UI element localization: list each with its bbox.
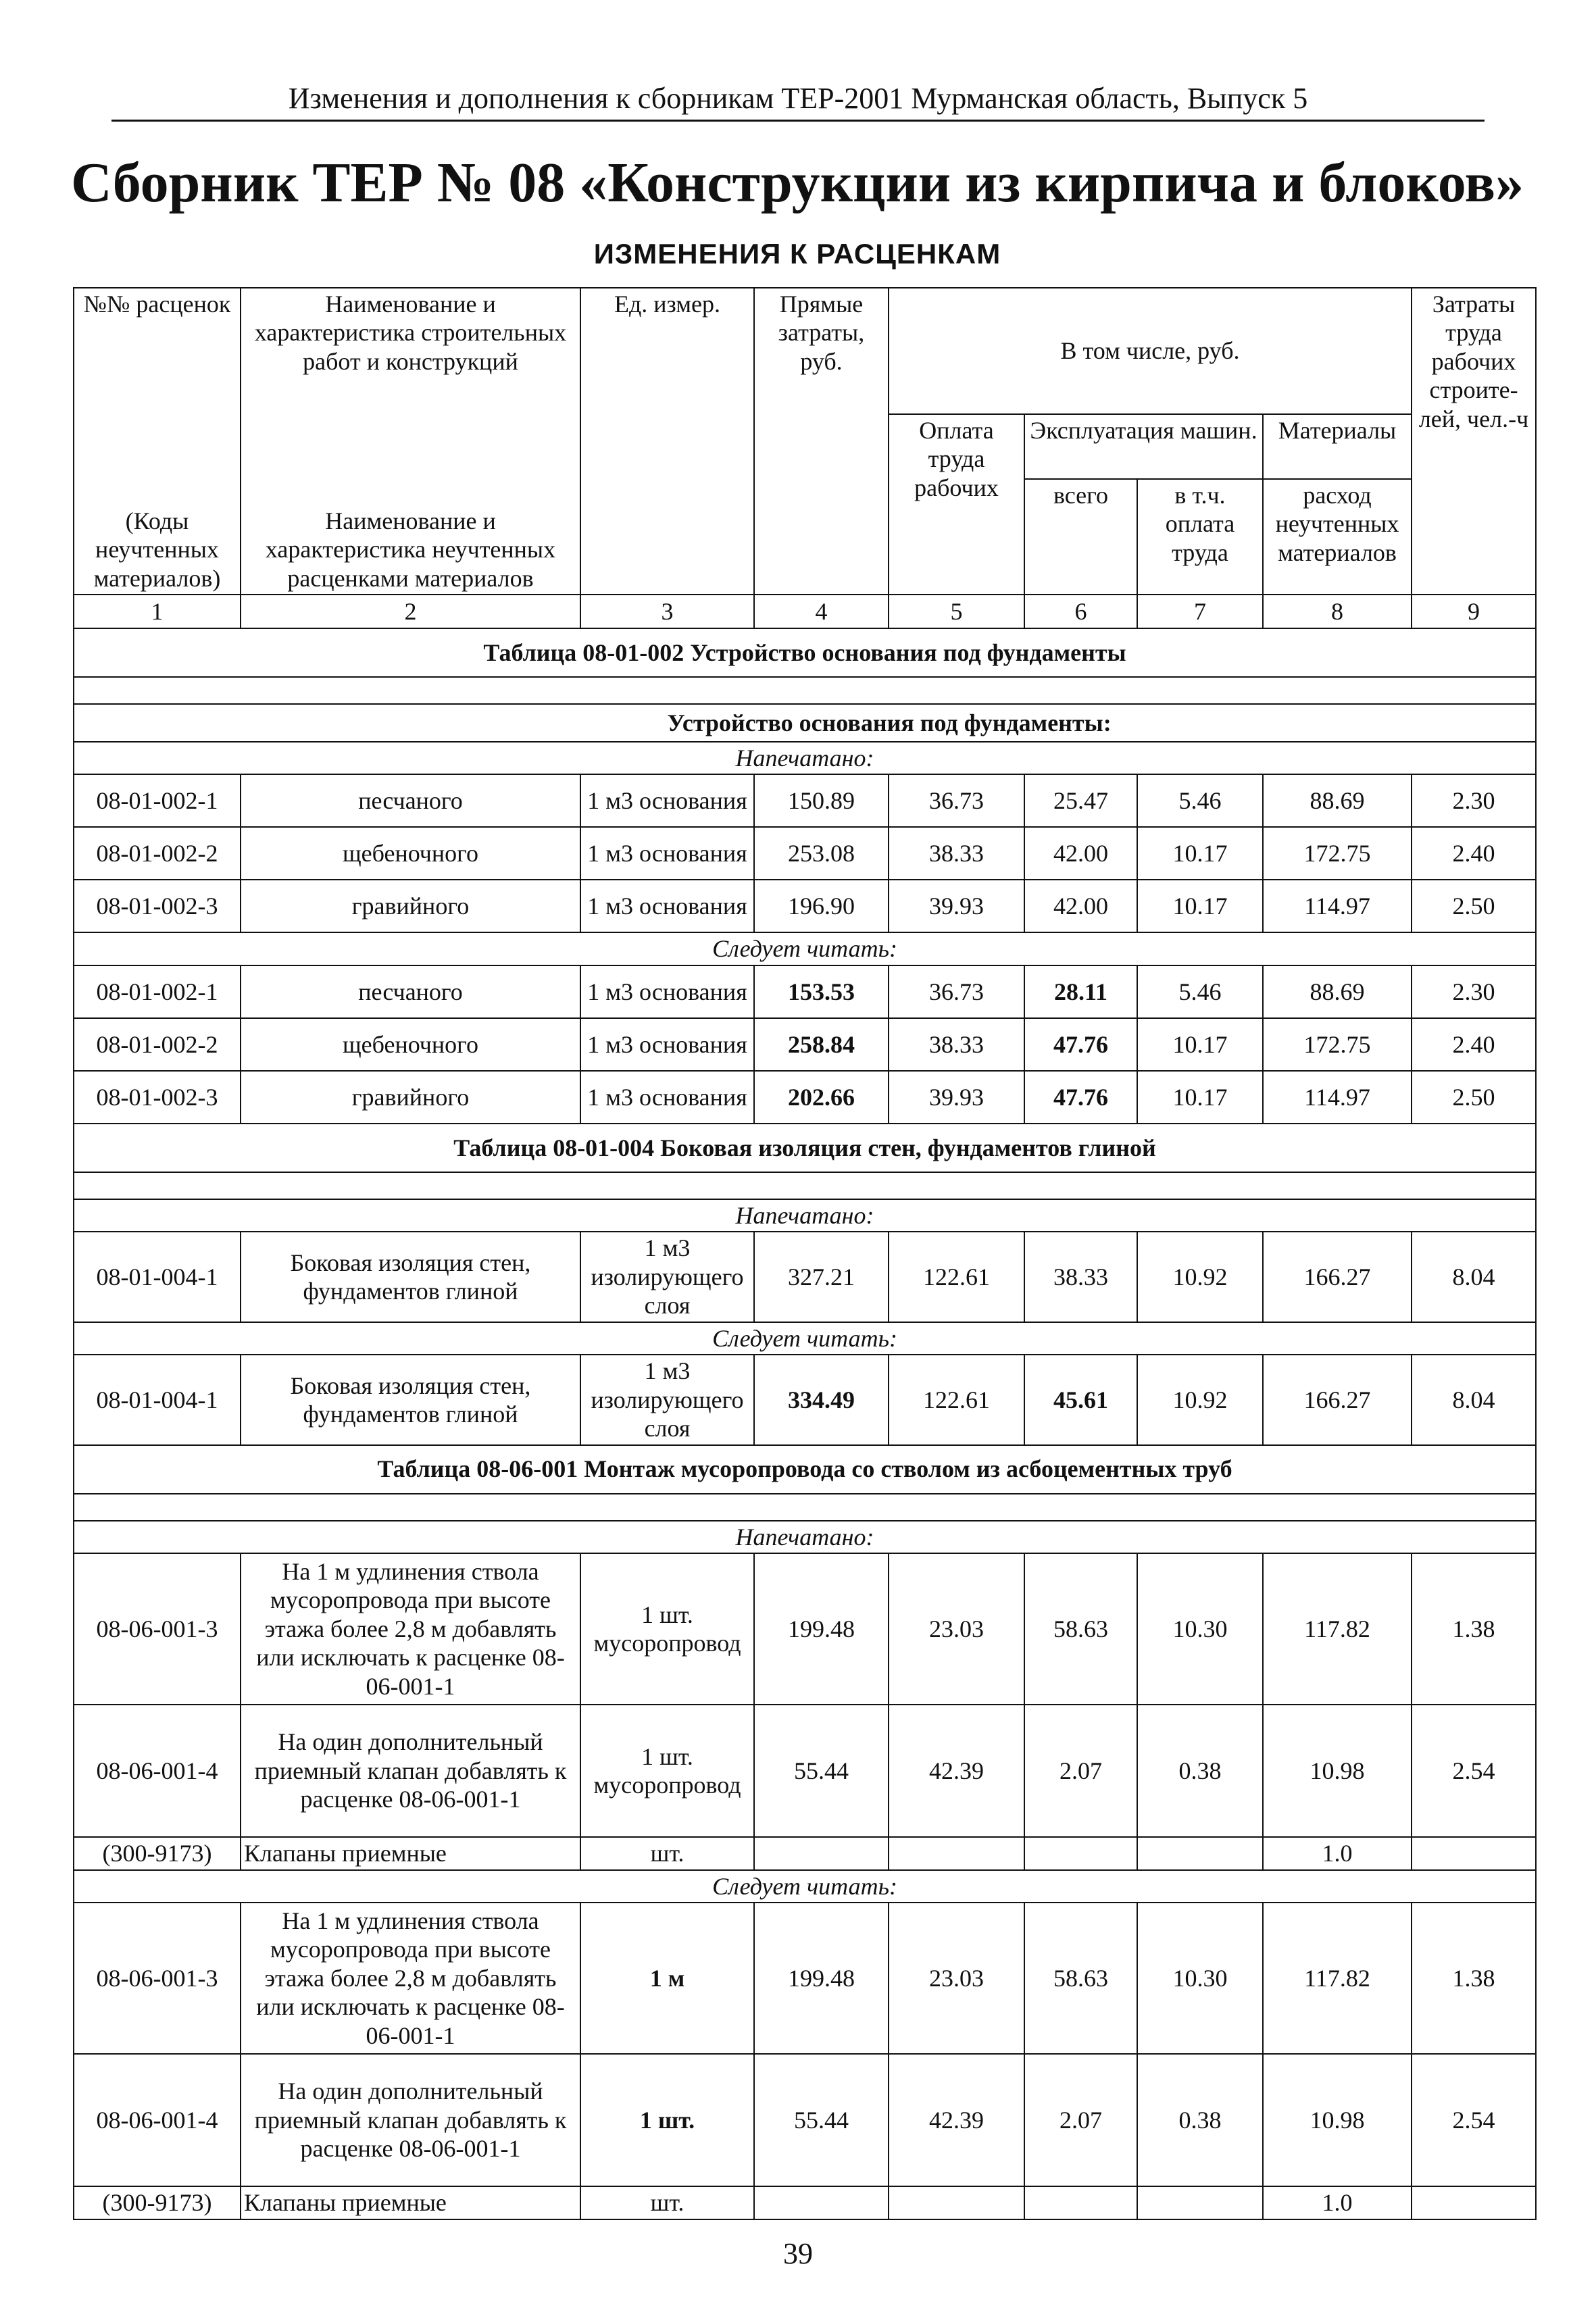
table-heading-08-01-004: Таблица 08-01-004 Боковая изоляция стен, фундаментов глиной xyxy=(74,1124,1536,1172)
work-name: гравийного xyxy=(241,1071,580,1124)
labor-hours: 2.40 xyxy=(1412,827,1536,880)
work-name: песчаного xyxy=(241,965,580,1018)
machines-total: 25.47 xyxy=(1024,774,1137,827)
should-read-label: Следует читать: xyxy=(74,1322,1536,1355)
material-quantity: 1.0 xyxy=(1263,2186,1412,2219)
table-heading-08-01-002: Таблица 08-01-002 Устройство основания под фундаменты xyxy=(74,628,1536,677)
unit: 1 м xyxy=(580,1903,754,2054)
table-heading-08-06-001: Таблица 08-06-001 Монтаж мусоропровода со стволом из асбоцементных труб xyxy=(74,1445,1536,1494)
unit: 1 м3 основания xyxy=(580,1071,754,1124)
labor-hours: 2.54 xyxy=(1412,2054,1536,2186)
work-name: Боковая изоляция стен, фундаментов глиной xyxy=(241,1355,580,1444)
labor-pay: 38.33 xyxy=(889,827,1024,880)
labor-hours: 1.38 xyxy=(1412,1903,1536,2054)
machines-labor: 10.17 xyxy=(1137,1071,1263,1124)
material-code: (300-9173) xyxy=(74,1837,241,1869)
work-name: щебеночного xyxy=(241,827,580,880)
work-name: На один дополнительный приемный клапан добавлять к расценке 08-06-001-1 xyxy=(241,1705,580,1837)
direct-cost: 153.53 xyxy=(754,965,889,1018)
material-quantity: 1.0 xyxy=(1263,1837,1412,1869)
unit: 1 шт. мусоропровод xyxy=(580,1705,754,1837)
rate-code: 08-01-004-1 xyxy=(74,1232,241,1322)
labor-pay: 23.03 xyxy=(889,1553,1024,1705)
col-unit-header: Ед. измер. xyxy=(580,288,754,595)
material-unit: шт. xyxy=(580,2186,754,2219)
printed-label: Напечатано: xyxy=(74,742,1536,774)
labor-hours: 2.30 xyxy=(1412,965,1536,1018)
column-number: 2 xyxy=(241,595,580,628)
table-heading-row xyxy=(74,628,1536,677)
col-materials-use-header: расход неучтенных материалов xyxy=(1263,479,1412,595)
rate-code: 08-06-001-3 xyxy=(74,1903,241,2054)
materials-cost: 172.75 xyxy=(1263,1018,1412,1071)
rate-code: 08-01-002-1 xyxy=(74,774,241,827)
direct-cost: 55.44 xyxy=(754,1705,889,1837)
material-unit: шт. xyxy=(580,1837,754,1869)
table-heading-row xyxy=(74,1445,1536,1494)
printed-label-row xyxy=(74,1199,1536,1232)
rate-code: 08-01-002-2 xyxy=(74,827,241,880)
work-name: На 1 м удлинения ствола мусоропровода при высоте этажа более 2,8 м добавлять или исключать к расценке 08-06-001-1 xyxy=(241,1553,580,1705)
machines-labor: 5.46 xyxy=(1137,774,1263,827)
machines-labor: 10.30 xyxy=(1137,1903,1263,2054)
printed-label: Напечатано: xyxy=(74,1199,1536,1232)
column-number: 1 xyxy=(74,595,241,628)
machines-total: 47.76 xyxy=(1024,1071,1137,1124)
column-number: 4 xyxy=(754,595,889,628)
column-number: 9 xyxy=(1412,595,1536,628)
col-labor-hours-header: Затраты труда рабочих строите-лей, чел.-ч xyxy=(1412,288,1536,595)
table-row xyxy=(74,827,1536,880)
labor-pay: 39.93 xyxy=(889,1071,1024,1124)
labor-hours: 2.30 xyxy=(1412,774,1536,827)
printed-label: Напечатано: xyxy=(74,1521,1536,1553)
col-group-header: В том числе, руб. xyxy=(889,288,1412,414)
col-machines-header: Эксплуатация машин. xyxy=(1024,414,1263,479)
rate-code: 08-01-004-1 xyxy=(74,1355,241,1444)
machines-total: 42.00 xyxy=(1024,880,1137,932)
material-name: Клапаны приемные xyxy=(241,1837,580,1869)
blank-row xyxy=(74,1494,1536,1521)
material-code: (300-9173) xyxy=(74,2186,241,2219)
labor-pay: 36.73 xyxy=(889,965,1024,1018)
direct-cost: 258.84 xyxy=(754,1018,889,1071)
direct-cost: 334.49 xyxy=(754,1355,889,1444)
rates-table xyxy=(73,287,1537,2220)
unit: 1 м3 основания xyxy=(580,1018,754,1071)
machines-total: 2.07 xyxy=(1024,2054,1137,2186)
direct-cost: 253.08 xyxy=(754,827,889,880)
blank-row xyxy=(74,677,1536,704)
machines-total: 38.33 xyxy=(1024,1232,1137,1322)
page-number: 39 xyxy=(783,2237,813,2270)
work-name: На один дополнительный приемный клапан добавлять к расценке 08-06-001-1 xyxy=(241,2054,580,2186)
unit: 1 м3 изолирующего слоя xyxy=(580,1232,754,1322)
labor-pay: 42.39 xyxy=(889,1705,1024,1837)
rate-code: 08-06-001-4 xyxy=(74,2054,241,2186)
col-rate-number-header: №№ расценок xyxy=(74,288,241,414)
column-number: 7 xyxy=(1137,595,1263,628)
materials-cost: 114.97 xyxy=(1263,1071,1412,1124)
col-materials-header: Материалы xyxy=(1263,414,1412,479)
machines-total: 58.63 xyxy=(1024,1553,1137,1705)
col-labor-pay-header: Оплата труда рабочих xyxy=(889,414,1024,595)
work-name: щебеночного xyxy=(241,1018,580,1071)
work-name: На 1 м удлинения ствола мусоропровода при высоте этажа более 2,8 м добавлять или исключать к расценке 08-06-001-1 xyxy=(241,1903,580,2054)
labor-hours: 2.50 xyxy=(1412,1071,1536,1124)
labor-pay: 39.93 xyxy=(889,880,1024,932)
column-numbers-row xyxy=(74,595,1536,628)
material-name: Клапаны приемные xyxy=(241,2186,580,2219)
direct-cost: 199.48 xyxy=(754,1553,889,1705)
materials-cost: 166.27 xyxy=(1263,1355,1412,1444)
col-work-name-header: Наименование и характеристика строительных работ и конструкций xyxy=(241,288,580,414)
materials-cost: 172.75 xyxy=(1263,827,1412,880)
rate-code: 08-01-002-3 xyxy=(74,880,241,932)
col-machines-total-header: всего xyxy=(1024,479,1137,595)
machines-labor: 0.38 xyxy=(1137,1705,1263,1837)
rate-code: 08-01-002-3 xyxy=(74,1071,241,1124)
column-number: 6 xyxy=(1024,595,1137,628)
material-row xyxy=(74,2186,1536,2219)
machines-total: 42.00 xyxy=(1024,827,1137,880)
should-read-label-row xyxy=(74,1870,1536,1903)
direct-cost: 199.48 xyxy=(754,1903,889,2054)
table-row xyxy=(74,1705,1536,1837)
rate-code: 08-01-002-2 xyxy=(74,1018,241,1071)
work-name: Боковая изоляция стен, фундаментов глиной xyxy=(241,1232,580,1322)
rate-code: 08-06-001-4 xyxy=(74,1705,241,1837)
running-header: Изменения и дополнения к сборникам ТЕР-2001 Мурманская область, Выпуск 5 xyxy=(111,81,1485,122)
machines-labor: 10.17 xyxy=(1137,1018,1263,1071)
direct-cost: 55.44 xyxy=(754,2054,889,2186)
should-read-label: Следует читать: xyxy=(74,932,1536,965)
should-read-label-row xyxy=(74,1322,1536,1355)
table-row xyxy=(74,1232,1536,1322)
rate-code: 08-01-002-1 xyxy=(74,965,241,1018)
printed-label-row xyxy=(74,1521,1536,1553)
unit: 1 м3 основания xyxy=(580,774,754,827)
table-subheading: Устройство основания под фундаменты: xyxy=(667,709,1112,736)
rate-code: 08-06-001-3 xyxy=(74,1553,241,1705)
labor-hours: 2.54 xyxy=(1412,1705,1536,1837)
section-title: ИЗМЕНЕНИЯ К РАСЦЕНКАМ xyxy=(593,238,1001,270)
column-number: 3 xyxy=(580,595,754,628)
header-row-top xyxy=(74,288,1536,414)
unit: 1 м3 основания xyxy=(580,880,754,932)
should-read-label-row xyxy=(74,932,1536,965)
materials-cost: 117.82 xyxy=(1263,1553,1412,1705)
direct-cost: 196.90 xyxy=(754,880,889,932)
direct-cost: 150.89 xyxy=(754,774,889,827)
labor-hours: 1.38 xyxy=(1412,1553,1536,1705)
machines-total: 45.61 xyxy=(1024,1355,1137,1444)
labor-pay: 122.61 xyxy=(889,1232,1024,1322)
materials-cost: 88.69 xyxy=(1263,774,1412,827)
table-row xyxy=(74,880,1536,932)
unit: 1 м3 изолирующего слоя xyxy=(580,1355,754,1444)
materials-cost: 10.98 xyxy=(1263,1705,1412,1837)
unit: 1 м3 основания xyxy=(580,827,754,880)
labor-pay: 23.03 xyxy=(889,1903,1024,2054)
materials-cost: 117.82 xyxy=(1263,1903,1412,2054)
labor-pay: 36.73 xyxy=(889,774,1024,827)
direct-cost: 327.21 xyxy=(754,1232,889,1322)
materials-cost: 166.27 xyxy=(1263,1232,1412,1322)
machines-total: 58.63 xyxy=(1024,1903,1137,2054)
materials-cost: 88.69 xyxy=(1263,965,1412,1018)
col-material-name-header: Наименование и характеристика неучтенных расценками материалов xyxy=(241,414,580,595)
subheading-row xyxy=(74,704,1536,742)
machines-labor: 10.92 xyxy=(1137,1355,1263,1444)
col-direct-cost-header: Прямые затраты, руб. xyxy=(754,288,889,595)
machines-total: 47.76 xyxy=(1024,1018,1137,1071)
labor-hours: 8.04 xyxy=(1412,1232,1536,1322)
table-row xyxy=(74,2054,1536,2186)
printed-label-row xyxy=(74,742,1536,774)
materials-cost: 10.98 xyxy=(1263,2054,1412,2186)
table-row xyxy=(74,1071,1536,1124)
labor-pay: 122.61 xyxy=(889,1355,1024,1444)
machines-total: 28.11 xyxy=(1024,965,1137,1018)
work-name: гравийного xyxy=(241,880,580,932)
table-row xyxy=(74,965,1536,1018)
machines-labor: 10.30 xyxy=(1137,1553,1263,1705)
table-row xyxy=(74,1553,1536,1705)
unit: 1 м3 основания xyxy=(580,965,754,1018)
machines-labor: 10.17 xyxy=(1137,880,1263,932)
document-title: Сборник ТЕР № 08 «Конструкции из кирпича и блоков» xyxy=(71,151,1524,214)
blank-row xyxy=(74,1172,1536,1199)
table-row xyxy=(74,1018,1536,1071)
unit: 1 шт. мусоропровод xyxy=(580,1553,754,1705)
machines-labor: 5.46 xyxy=(1137,965,1263,1018)
machines-labor: 10.17 xyxy=(1137,827,1263,880)
table-row xyxy=(74,1355,1536,1444)
table-row xyxy=(74,774,1536,827)
materials-cost: 114.97 xyxy=(1263,880,1412,932)
work-name: песчаного xyxy=(241,774,580,827)
column-number: 5 xyxy=(889,595,1024,628)
labor-hours: 2.40 xyxy=(1412,1018,1536,1071)
direct-cost: 202.66 xyxy=(754,1071,889,1124)
machines-labor: 0.38 xyxy=(1137,2054,1263,2186)
col-machines-labor-header: в т.ч. оплата труда xyxy=(1137,479,1263,595)
material-row xyxy=(74,1837,1536,1869)
labor-hours: 2.50 xyxy=(1412,880,1536,932)
machines-labor: 10.92 xyxy=(1137,1232,1263,1322)
labor-hours: 8.04 xyxy=(1412,1355,1536,1444)
column-number: 8 xyxy=(1263,595,1412,628)
machines-total: 2.07 xyxy=(1024,1705,1137,1837)
labor-pay: 38.33 xyxy=(889,1018,1024,1071)
table-heading-row xyxy=(74,1124,1536,1172)
col-material-codes-header: (Коды неучтенных материалов) xyxy=(74,414,241,595)
table-row xyxy=(74,1903,1536,2054)
unit: 1 шт. xyxy=(580,2054,754,2186)
labor-pay: 42.39 xyxy=(889,2054,1024,2186)
should-read-label: Следует читать: xyxy=(74,1870,1536,1903)
